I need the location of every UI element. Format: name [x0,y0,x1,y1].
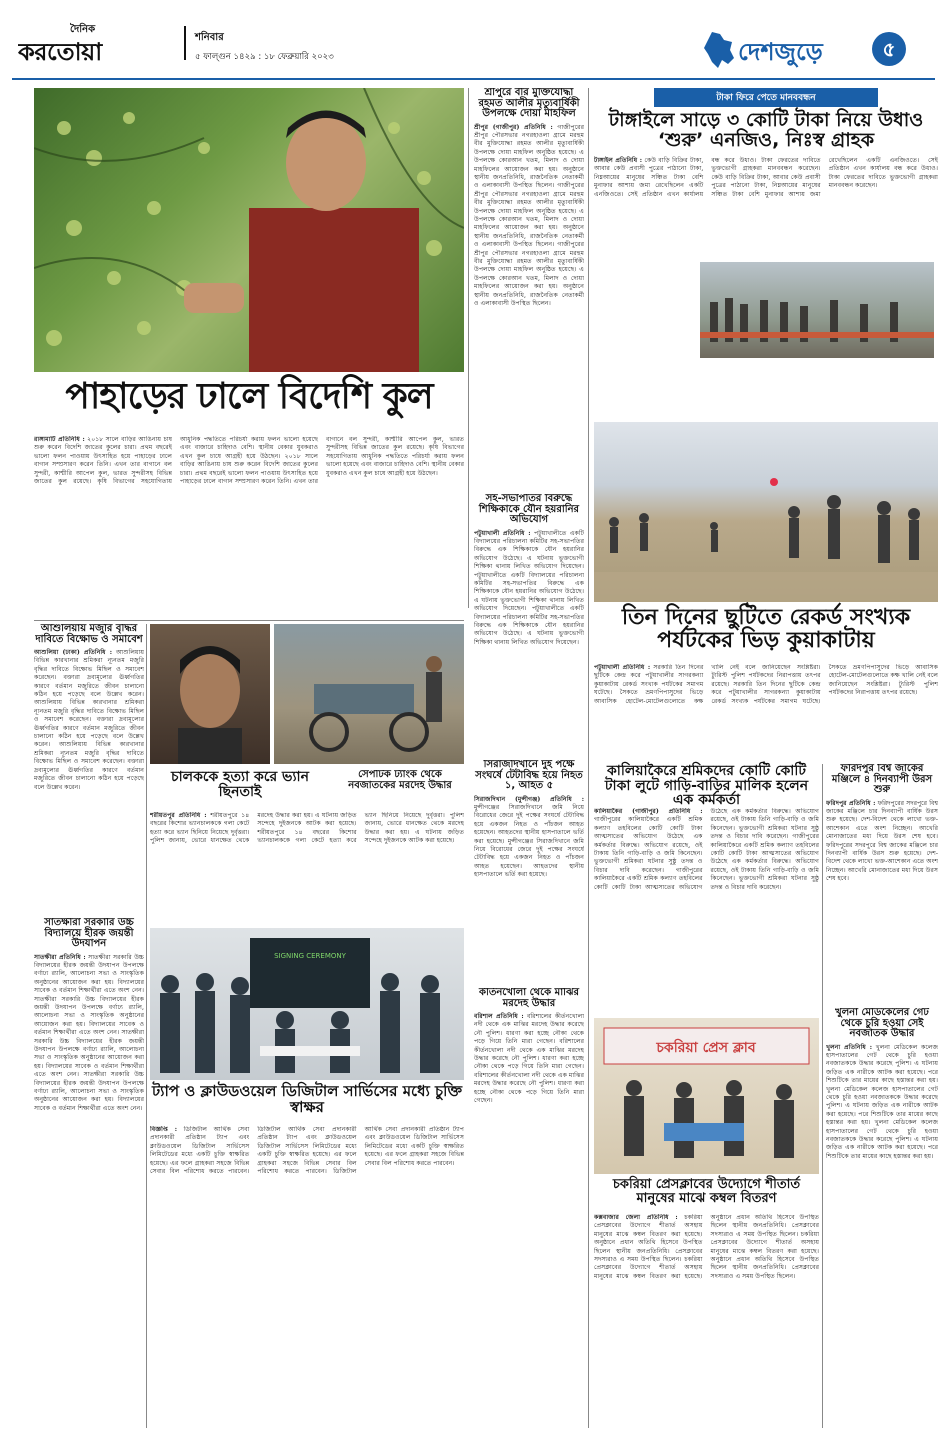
col-divider-2 [588,88,589,1428]
h-rule-lower [34,620,464,621]
kirtankhola-story [474,988,584,1428]
victim-portrait-photo [150,624,270,764]
kaliakoir-article [594,808,819,1014]
chakaria-body-cont: চকরিয়া প্রেসক্লাবের উদ্যোগে শীতার্ত অসহায় মানুষের মাঝে কম্বল বিতরণ করা হয়েছে। অনুষ্ঠানে প্রধান অতিথি হিসেবে উপস্থিত ছিলেন স্থানীয় জনপ্রতিনিধি। প্রেসক্লাবের সদস্যরাও এ সময় উপস্থিত ছিলেন। [594,1214,819,1280]
signing-ceremony-illustration [150,928,464,1080]
tangail-headline: টাঙ্গাইলে সাড়ে ৩ কোটি টাকা নিয়ে উধাও ‘শুরু’ এনজিও, নিঃস্ব গ্রাহক [608,109,924,151]
issue-day: শনিবার [195,32,224,43]
tangail-dateline: টাঙ্গাইল প্রতিনিধি : [594,156,642,164]
brand-name: করতোয়া [18,38,102,66]
kuakata-headline: তিন দিনের ছুটিতে রেকর্ড সংখ্যক পর্যটকের ভিড় কুয়াকাটায় [621,605,911,654]
kaliakoir-dateline: কালিয়াকৈর (গাজীপুর) প্রতিনিধি : [594,808,703,815]
faridpur-body: ফরিদপুরের সদরপুরে বিশ্ব জাকের মঞ্জিলে চার দিনব্যাপী বার্ষিক উরস শুরু হয়েছে। দেশ-বিদেশ থেকে লাখো ভক্ত-আশেকান এতে অংশ নিচ্ছেন। আখেরি মোনাজাতের মধ্য দিয়ে উরস শেষ হবে। [826,799,938,841]
faridpur-story [826,764,938,1004]
col-divider-left [146,624,147,1428]
kirtankhola-headline: কীর্তনখোলা থেকে মাঝির মরদেহ উদ্ধার [478,988,580,1009]
van-photo [274,624,464,764]
brand-top: দৈনিক [70,24,96,35]
chakaria-article [594,1214,819,1428]
ashulia-headline: আশুলিয়ায় মজুরি বৃদ্ধির দাবিতে বিক্ষোভ ও সমাবেশ [35,624,143,645]
van-rickshaw-illustration [274,624,464,764]
signing-banner-text: SIGNING CEREMONY [274,952,346,960]
tap-body-cont: ডিজিটাল আর্থিক সেবা প্রদানকারী প্রতিষ্ঠান ট্যাপ এবং ক্লাউডওয়েল ডিজিটাল সার্ভিসেস লিমিটেডের মধ্যে একটি চুক্তি স্বাক্ষরিত হয়েছে। এর ফলে গ্রাহকরা সহজে বিভিন্ন সেবার বিল পরিশোধ করতে পারবেন। [257,1126,357,1176]
chakaria-headline: চকরিয়া প্রেসক্লাবের উদ্যোগে শীতার্ত মানুষের মাঝে কম্বল বিতরণ [612,1177,801,1206]
harassment-body-cont: পটুয়াখালীতে একটি বিদ্যালয়ের পরিচালনা কমিটির সহ-সভাপতির বিরুদ্ধে এক শিক্ষিকাকে যৌন হয়রানির অভিযোগ উঠেছে। এ ঘটনায় ভুক্তভোগী শিক্ষিকা থানায় লিখিত অভিযোগ দিয়েছেন। [474,571,584,613]
khulna-body: খুলনা মেডিকেল কলেজ হাসপাতালের গেট থেকে চুরি হওয়া নবজাতককে উদ্ধার করেছে পুলিশ। এ ঘটনায় জড়িত এক নারীকে আটক করা হয়েছে। পরে শিশুটিকে তার মায়ের কাছে হস্তান্তর করা হয়। [826,1043,938,1085]
kuakata-article [594,664,938,760]
lead-photo-kul-farmer [34,88,464,372]
clash-story [474,760,584,982]
faridpur-dateline: ফরিদপুর প্রতিনিধি : [826,799,876,807]
satkhira-body: সাতক্ষীরা সরকারি উচ্চ বিদ্যালয়ের হীরক জয়ন্তী উদযাপন উপলক্ষে বর্ণাঢ্য র‍্যালি, আলোচনা সভা ও সাংস্কৃতিক অনুষ্ঠানের আয়োজন করা হয়। বিদ্যালয়ের সাবেক ও বর্তমান শিক্ষার্থীরা এতে অংশ নেন। [34,953,144,995]
tap-headline: ট্যাপ ও ক্লাউডওয়েল ডিজিটাল সার্ভিসের মধ্যে চুক্তি স্বাক্ষর [151,1082,463,1116]
van-body-cont: শরীয়তপুরে ১৪ বছরের কিশোর ভ্যানচালককে গলা কেটে হত্যা করে ভ্যান ছিনিয়ে নিয়েছে দুর্বৃত্তরা। পুলিশ জানায়, ভোরে ধানক্ষেত থেকে মরদেহ উদ্ধার করা হয়। এ ঘটনায় জড়িত সন্দেহে দুইজনকে আটক করা হয়েছে। [257,812,464,845]
tap-article [150,1126,464,1428]
tap-dateline: বিজ্ঞপ্তি : [150,1126,178,1133]
masthead-divider [184,26,186,60]
chakaria-blanket-photo [594,1018,819,1174]
sreepur-dateline: শ্রীপুর (গাজীপুর) প্রতিনিধি : [474,123,553,131]
col-divider-1 [468,88,469,608]
harassment-headline: সহ-সভাপতির বিরুদ্ধে শিক্ষিকাকে যৌন হয়রানির অভিযোগ [478,494,580,525]
chakaria-dateline: কক্সবাজার জেলা প্রতিনিধি : [594,1214,678,1221]
tangail-protest-photo [700,262,934,358]
satkhira-dateline: সাতক্ষীরা প্রতিনিধি : [34,953,86,961]
ashulia-dateline: আশুলিয়া (ঢাকা) প্রতিনিধি : [34,649,113,656]
harassment-body-cont2: পটুয়াখালীতে একটি বিদ্যালয়ের পরিচালনা কমিটির সহ-সভাপতির বিরুদ্ধে এক শিক্ষিকাকে যৌন হয়রানির অভিযোগ উঠেছে। এ ঘটনায় ভুক্তভোগী শিক্ষিকা থানায় লিখিত অভিযোগ দিয়েছেন। [474,605,584,646]
lead-article [34,436,464,616]
kirtankhola-body-cont: বরিশালের কীর্তনখোলা নদী থেকে এক মাঝির মরদেহ উদ্ধার করেছে নৌ পুলিশ। ধারণা করা হচ্ছে নৌকা থেকে পড়ে গিয়ে তিনি মারা গেছেন। [474,1038,584,1071]
faridpur-headline: ফরিদপুর বিশ্ব জাকের মঞ্জিলে ৪ দিনব্যাপী উরস শুরু [831,764,933,795]
col-divider-3 [822,764,823,1428]
tangail-kicker [654,88,878,107]
sreepur-headline: শ্রীপুরে বীর মুক্তিযোদ্ধা রহমত আলীর মৃত্যুবার্ষিকী উপলক্ষে দোয়া মাহফিল [478,88,580,119]
khulna-dateline: খুলনা প্রতিনিধি : [826,1043,872,1051]
section-banner [700,30,935,72]
brand-logo [18,22,178,66]
satkhira-body-cont: সাতক্ষীরা সরকারি উচ্চ বিদ্যালয়ের হীরক জয়ন্তী উদযাপন উপলক্ষে বর্ণাঢ্য র‍্যালি, আলোচনা সভা ও সাংস্কৃতিক অনুষ্ঠানের আয়োজন করা হয়। বিদ্যালয়ের সাবেক ও বর্তমান শিক্ষার্থীরা এতে অংশ নেন। [34,995,144,1037]
van-headline: চালককে হত্যা করে ভ্যান ছিনতাই [171,769,309,800]
kuakata-beach-photo [594,422,938,602]
kuakata-body: সরকারি তিন দিনের ছুটিকে কেন্দ্র করে পটুয়াখালীর সাগরকন্যা কুয়াকাটায় রেকর্ড সংখ্যক পর্যটকের সমাগম ঘটেছে। সৈকতে ভ্রমণপিপাসুদের ভিড়ে আবাসিক হোটেল-মোটেলগুলোতে কক্ষ খালি নেই বলে জানিয়েছেন সংশ্লিষ্টরা। ট্যুরিস্ট পুলিশ পর্যটকদের নিরাপত্তায় তৎপর রয়েছে। [594,664,821,705]
kirtankhola-body: বরিশালের কীর্তনখোলা নদী থেকে এক মাঝির মরদেহ উদ্ধার করেছে নৌ পুলিশ। ধারণা করা হচ্ছে নৌকা থেকে পড়ে গিয়ে তিনি মারা গেছেন। [474,1013,584,1046]
van-body: শরীয়তপুরে ১৪ বছরের কিশোর ভ্যানচালককে গলা কেটে হত্যা করে ভ্যান ছিনিয়ে নিয়েছে দুর্বৃত্তরা। পুলিশ জানায়, ভোরে ধানক্ষেত থেকে মরদেহ উদ্ধার করা হয়। এ ঘটনায় জড়িত সন্দেহে দুইজনকে আটক করা হয়েছে। [150,812,357,845]
kuakata-dateline: পটুয়াখালী প্রতিনিধি : [594,664,651,671]
sreepur-story [474,88,584,488]
lead-dateline: রাঙ্গামাটি প্রতিনিধি : [34,436,85,443]
beach-crowd-illustration [594,422,938,602]
masthead-rule [12,78,935,80]
sreepur-body: গাজীপুরের শ্রীপুর পৌরসভার নগরহাওলা গ্রামে মরহুম বীর মুক্তিযোদ্ধা রহমত আলীর মৃত্যুবার্ষিকী উপলক্ষে দোয়া মাহফিল অনুষ্ঠিত হয়েছে। এ উপলক্ষে কোরআন খতম, মিলাদ ও দোয়া মাহফিলের আয়োজন করা হয়। অনুষ্ঠানে স্থানীয় জনপ্রতিনিধি, রাজনৈতিক নেতাকর্মী ও এলাকাবাসী উপস্থিত ছিলেন। [474,123,584,190]
van-article [150,812,464,924]
orchard-illustration [34,88,464,372]
protest-crowd-illustration [700,262,934,358]
tap-body: ডিজিটাল আর্থিক সেবা প্রদানকারী প্রতিষ্ঠান ট্যাপ এবং ক্লাউডওয়েল ডিজিটাল সার্ভিসেস লিমিটেডের মধ্যে একটি চুক্তি স্বাক্ষরিত হয়েছে। এর ফলে গ্রাহকরা সহজে বিভিন্ন সেবার বিল পরিশোধ করতে পারবেন। [150,1126,250,1176]
kaliakoir-headline: কালিয়াকৈরে শ্রমিকদের কোটি কোটি টাকা লুটে গাড়ি-বাড়ির মালিক হলেন এক কর্মকর্তা [604,763,809,809]
kaliakoir-body-cont2: গাজীপুরের কালিয়াকৈরে একটি শ্রমিক কল্যাণ তহবিলের কোটি কোটি টাকা আত্মসাতের অভিযোগ উঠেছে এক কর্মকর্তার বিরুদ্ধে। অভিযোগ রয়েছে, ওই টাকায় তিনি গাড়ি-বাড়ি ও জমি কিনেছেন। ভুক্তভোগী শ্রমিকরা ঘটনার সুষ্ঠু তদন্ত ও বিচার দাবি করেছেন। [710,833,819,891]
satkhira-headline: সাতক্ষীরা সরকারি উচ্চ বিদ্যালয়ে হীরক জয়ন্তী উদযাপন [44,918,134,949]
kirtankhola-dateline: বরিশাল প্রতিনিধি : [474,1013,524,1020]
satkhira-body-cont2: সাতক্ষীরা সরকারি উচ্চ বিদ্যালয়ের হীরক জয়ন্তী উদযাপন উপলক্ষে বর্ণাঢ্য র‍্যালি, আলোচনা সভা ও সাংস্কৃতিক অনুষ্ঠানের আয়োজন করা হয়। বিদ্যালয়ের সাবেক ও বর্তমান শিক্ষার্থীরা এতে অংশ নেন। [34,1029,144,1079]
page-number-text: ৫ [882,37,896,61]
van-dateline: শরীয়তপুর প্রতিনিধি : [150,812,207,819]
bangladesh-map-icon [700,30,736,72]
clash-body-cont: মুন্সীগঞ্জের সিরাজদিখানে জমি নিয়ে বিরোধের জেরে দুই পক্ষের সংঘর্ষে টেটাবিদ্ধ হয়ে একজন নিহত ও পাঁচজন আহত হয়েছেন। আহতদের স্থানীয় হাসপাতালে ভর্তি করা হয়েছে। [474,837,584,879]
ashulia-body: আশুলিয়ায় বিভিন্ন কারখানার শ্রমিকরা ন্যূনতম মজুরি বৃদ্ধির দাবিতে বিক্ষোভ মিছিল ও সমাবেশ করেছেন। বক্তারা দ্রব্যমূল্যের ঊর্ধ্বগতির কারণে বর্তমান মজুরিতে জীবন চালানো কঠিন হয়ে পড়েছে বলে উল্লেখ করেন। [34,649,144,699]
harassment-body: পটুয়াখালীতে একটি বিদ্যালয়ের পরিচালনা কমিটির সহ-সভাপতির বিরুদ্ধে এক শিক্ষিকাকে যৌন হয়রানির অভিযোগ উঠেছে। এ ঘটনায় ভুক্তভোগী শিক্ষিকা থানায় লিখিত অভিযোগ দিয়েছেন। [474,529,584,571]
ashulia-body-cont2: আশুলিয়ায় বিভিন্ন কারখানার শ্রমিকরা ন্যূনতম মজুরি বৃদ্ধির দাবিতে বিক্ষোভ মিছিল ও সমাবেশ করেছেন। বক্তারা দ্রব্যমূল্যের ঊর্ধ্বগতির কারণে বর্তমান মজুরিতে জীবন চালানো কঠিন হয়ে পড়েছে বলে উল্লেখ করেন। [34,741,144,791]
page-number [872,32,906,66]
ashulia-story [34,624,144,914]
clash-dateline: সিরাজদিখান (মুন্সীগঞ্জ) প্রতিনিধি : [474,795,584,803]
tangail-body-cont: কেউ বাড়ি বিক্রির টাকা, আবার কেউ প্রবাসী পুত্রের পাঠানো টাকা, নিম্নআয়ের মানুষের সঞ্চিত টাকা বেশি মুনাফার আশায় জমা রেখেছিলেন একটি এনজিওতে। সেই প্রতিষ্ঠান এখন কার্যালয় বন্ধ করে উধাও। টাকা ফেরতের দাবিতে ভুক্তভোগী গ্রাহকরা মানববন্ধন করেছেন। [711,156,938,198]
kuakata-body-cont: সরকারি তিন দিনের ছুটিকে কেন্দ্র করে পটুয়াখালীর সাগরকন্যা কুয়াকাটায় রেকর্ড সংখ্যক পর্যটকের সমাগম ঘটেছে। সৈকতে ভ্রমণপিপাসুদের ভিড়ে আবাসিক হোটেল-মোটেলগুলোতে কক্ষ খালি নেই বলে জানিয়েছেন সংশ্লিষ্টরা। ট্যুরিস্ট পুলিশ পর্যটকদের নিরাপত্তায় তৎপর রয়েছে। [711,664,938,705]
kaliakoir-body: গাজীপুরের কালিয়াকৈরে একটি শ্রমিক কল্যাণ তহবিলের কোটি কোটি টাকা আত্মসাতের অভিযোগ উঠেছে এক কর্মকর্তার বিরুদ্ধে। অভিযোগ রয়েছে, ওই টাকায় তিনি গাড়ি-বাড়ি ও জমি কিনেছেন। ভুক্তভোগী শ্রমিকরা ঘটনার সুষ্ঠু তদন্ত ও বিচার দাবি করেছেন। [594,816,703,874]
khulna-headline: খুলনা মেডিকেলের গেট থেকে চুরি হওয়া সেই নবজাতক উদ্ধার [835,1008,929,1039]
chakaria-body: চকরিয়া প্রেসক্লাবের উদ্যোগে শীতার্ত অসহায় মানুষের মাঝে কম্বল বিতরণ করা হয়েছে। অনুষ্ঠানে প্রধান অতিথি হিসেবে উপস্থিত ছিলেন স্থানীয় জনপ্রতিনিধি। প্রেসক্লাবের সদস্যরাও এ সময় উপস্থিত ছিলেন। [594,1214,703,1264]
tap-body-cont2: ডিজিটাল আর্থিক সেবা প্রদানকারী প্রতিষ্ঠান ট্যাপ এবং ক্লাউডওয়েল ডিজিটাল সার্ভিসেস লিমিটেডের মধ্যে একটি চুক্তি স্বাক্ষরিত হয়েছে। এর ফলে গ্রাহকরা সহজে বিভিন্ন সেবার বিল পরিশোধ করতে পারবেন। [333,1126,464,1176]
satkhira-body-cont3: সাতক্ষীরা সরকারি উচ্চ বিদ্যালয়ের হীরক জয়ন্তী উদযাপন উপলক্ষে বর্ণাঢ্য র‍্যালি, আলোচনা সভা ও সাংস্কৃতিক অনুষ্ঠানের আয়োজন করা হয়। বিদ্যালয়ের সাবেক ও বর্তমান শিক্ষার্থীরা এতে অংশ নেন। [34,1071,144,1112]
sreepur-body-cont2: গাজীপুরের শ্রীপুর পৌরসভার নগরহাওলা গ্রামে মরহুম বীর মুক্তিযোদ্ধা রহমত আলীর মৃত্যুবার্ষিকী উপলক্ষে দোয়া মাহফিল অনুষ্ঠিত হয়েছে। এ উপলক্ষে কোরআন খতম, মিলাদ ও দোয়া মাহফিলের আয়োজন করা হয়। অনুষ্ঠানে স্থানীয় জনপ্রতিনিধি, রাজনৈতিক নেতাকর্মী ও এলাকাবাসী উপস্থিত ছিলেন। [474,241,584,308]
masthead [0,0,945,82]
harassment-story [474,494,584,754]
ashulia-body-cont: আশুলিয়ায় বিভিন্ন কারখানার শ্রমিকরা ন্যূনতম মজুরি বৃদ্ধির দাবিতে বিক্ষোভ মিছিল ও সমাবেশ করেছেন। বক্তারা দ্রব্যমূল্যের ঊর্ধ্বগতির কারণে বর্তমান মজুরিতে জীবন চালানো কঠিন হয়ে পড়েছে বলে উল্লেখ করেন। [34,699,144,749]
tap-signing-photo [150,928,464,1080]
lead-body-cont: ২০১৮ সালে বাড়ির আঙিনায় চাষ শুরু করেন বিদেশি জাতের কুলের চারা। প্রথম বছরেই ভালো ফলন পাওয়ায় উৎসাহিত হয়ে পাহাড়ের ঢালে বাগান সম্প্রসারণ করেন তিনি। এখন তার বাগানে বল সুন্দরী, কাশ্মীরি আপেল কুল, ভারত সুন্দরীসহ বিভিন্ন জাতের কুল রয়েছে। কৃষি বিভাগের সহযোগিতায় আধুনিক পদ্ধতিতে পরিচর্যা করায় ফলন ভালো হয়েছে এবং বাজারে চাহিদাও বেশি। স্থানীয় বেকার যুবকরাও এখন কুল চাষে আগ্রহী হয়ে উঠছেন। [180,436,464,486]
tangail-story [594,88,938,418]
clash-body: মুন্সীগঞ্জের সিরাজদিখানে জমি নিয়ে বিরোধের জেরে দুই পক্ষের সংঘর্ষে টেটাবিদ্ধ হয়ে একজন নিহত ও পাঁচজন আহত হয়েছেন। আহতদের স্থানীয় হাসপাতালে ভর্তি করা হয়েছে। [474,803,584,845]
tangail-body: কেউ বাড়ি বিক্রির টাকা, আবার কেউ প্রবাসী পুত্রের পাঠানো টাকা, নিম্নআয়ের মানুষের সঞ্চিত টাকা বেশি মুনাফার আশায় জমা রেখেছিলেন একটি এনজিওতে। সেই প্রতিষ্ঠান এখন কার্যালয় বন্ধ করে উধাও। টাকা ফেরতের দাবিতে ভুক্তভোগী গ্রাহকরা মানববন্ধন করেছেন। [594,156,821,198]
section-name: দেশজুড়ে [738,38,823,66]
chakaria-banner-text: চকরিয়া প্রেস ক্লাব [656,1040,756,1056]
lead-body: ২০১৮ সালে বাড়ির আঙিনায় চাষ শুরু করেন বিদেশি জাতের কুলের চারা। প্রথম বছরেই ভালো ফলন পাওয়ায় উৎসাহিত হয়ে পাহাড়ের ঢালে বাগান সম্প্রসারণ করেন তিনি। এখন তার বাগানে বল সুন্দরী, কাশ্মীরি আপেল কুল, ভারত সুন্দরীসহ বিভিন্ন জাতের কুল রয়েছে। কৃষি বিভাগের সহযোগিতায় আধুনিক পদ্ধতিতে পরিচর্যা করায় ফলন ভালো হয়েছে এবং বাজারে চাহিদাও বেশি। স্থানীয় বেকার যুবকরাও এখন কুল চাষে আগ্রহী হয়ে উঠছেন। [34,436,318,486]
kaliakoir-body-cont: গাজীপুরের কালিয়াকৈরে একটি শ্রমিক কল্যাণ তহবিলের কোটি কোটি টাকা আত্মসাতের অভিযোগ উঠেছে এক কর্মকর্তার বিরুদ্ধে। অভিযোগ রয়েছে, ওই টাকায় তিনি গাড়ি-বাড়ি ও জমি কিনেছেন। ভুক্তভোগী শ্রমিকরা ঘটনার সুষ্ঠু তদন্ত ও বিচার দাবি করেছেন। [594,808,819,891]
chakaria-body-cont2: চকরিয়া প্রেসক্লাবের উদ্যোগে শীতার্ত অসহায় মানুষের মাঝে কম্বল বিতরণ করা হয়েছে। অনুষ্ঠানে প্রধান অতিথি হিসেবে উপস্থিত ছিলেন স্থানীয় জনপ্রতিনিধি। প্রেসক্লাবের সদস্যরাও এ সময় উপস্থিত ছিলেন। [710,1230,819,1280]
septic-story [336,770,464,812]
khulna-story [826,1008,938,1428]
khulna-body-cont: খুলনা মেডিকেল কলেজ হাসপাতালের গেট থেকে চুরি হওয়া নবজাতককে উদ্ধার করেছে পুলিশ। এ ঘটনায় জড়িত এক নারীকে আটক করা হয়েছে। পরে শিশুটিকে তার মায়ের কাছে হস্তান্তর করা হয়। [826,1085,938,1127]
clash-headline: সিরাজদিখানে দুই পক্ষে সংঘর্ষে টেটাবিদ্ধ হয়ে নিহত ১, আহত ৫ [475,760,583,791]
tangail-kicker-text: টাকা ফিরে পেতে মানববন্ধন [716,93,816,103]
faridpur-body-cont: ফরিদপুরের সদরপুরে বিশ্ব জাকের মঞ্জিলে চার দিনব্যাপী বার্ষিক উরস শুরু হয়েছে। দেশ-বিদেশ থেকে লাখো ভক্ত-আশেকান এতে অংশ নিচ্ছেন। আখেরি মোনাজাতের মধ্য দিয়ে উরস শেষ হবে। [826,841,938,883]
septic-headline: সেপটিক ট্যাংক থেকে নবজাতকের মরদেহ উদ্ধার [348,770,452,791]
kirtankhola-body-cont2: বরিশালের কীর্তনখোলা নদী থেকে এক মাঝির মরদেহ উদ্ধার করেছে নৌ পুলিশ। ধারণা করা হচ্ছে নৌকা থেকে পড়ে গিয়ে তিনি মারা গেছেন। [474,1071,584,1105]
satkhira-story [34,918,144,1428]
sreepur-body-cont: গাজীপুরের শ্রীপুর পৌরসভার নগরহাওলা গ্রামে মরহুম বীর মুক্তিযোদ্ধা রহমত আলীর মৃত্যুবার্ষিকী উপলক্ষে দোয়া মাহফিল অনুষ্ঠিত হয়েছে। এ উপলক্ষে কোরআন খতম, মিলাদ ও দোয়া মাহফিলের আয়োজন করা হয়। অনুষ্ঠানে স্থানীয় জনপ্রতিনিধি, রাজনৈতিক নেতাকর্মী ও এলাকাবাসী উপস্থিত ছিলেন। [474,182,584,249]
issue-date: ৫ ফাল্গুন ১৪২৯ : ১৮ ফেব্রুয়ারি ২০২৩ [195,52,334,62]
harassment-dateline: পটুয়াখালী প্রতিনিধি : [474,529,531,537]
khulna-body-cont2: খুলনা মেডিকেল কলেজ হাসপাতালের গেট থেকে চুরি হওয়া নবজাতককে উদ্ধার করেছে পুলিশ। এ ঘটনায় জড়িত এক নারীকে আটক করা হয়েছে। পরে শিশুটিকে তার মায়ের কাছে হস্তান্তর করা হয়। [826,1119,938,1160]
blanket-distribution-illustration [594,1018,819,1174]
portrait-illustration [150,624,270,764]
lead-headline: পাহাড়ের ঢালে বিদেশি কুল [65,376,433,417]
